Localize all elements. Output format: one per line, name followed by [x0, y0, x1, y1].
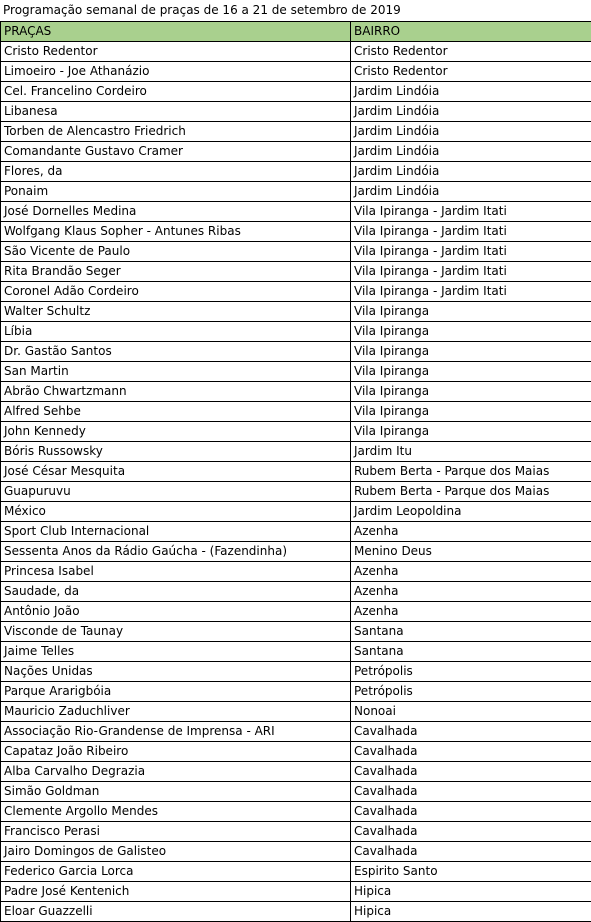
- praca-cell: Libanesa: [1, 102, 351, 122]
- praca-cell: Alfred Sehbe: [1, 402, 351, 422]
- table-row: [1, 402, 591, 422]
- praca-cell: Flores, da: [1, 162, 351, 182]
- column-header-pracas: PRAÇAS: [1, 22, 351, 42]
- praca-cell: Cel. Francelino Cordeiro: [1, 82, 351, 102]
- table-row: [1, 782, 591, 802]
- table-row: [1, 462, 591, 482]
- bairro-cell: Jardim Lindóia: [351, 162, 591, 182]
- praca-cell: Associação Rio-Grandense de Imprensa - ARI: [1, 722, 351, 742]
- bairro-cell: Espirito Santo: [351, 862, 591, 882]
- bairro-cell: Hipica: [351, 902, 591, 922]
- praca-cell: Sessenta Anos da Rádio Gaúcha - (Fazendinha): [1, 542, 351, 562]
- praca-cell: Antônio João: [1, 602, 351, 622]
- bairro-cell: Vila Ipiranga: [351, 322, 591, 342]
- praca-cell: México: [1, 502, 351, 522]
- header-row: [1, 22, 591, 42]
- bairro-cell: Vila Ipiranga: [351, 382, 591, 402]
- table-row: [1, 222, 591, 242]
- praca-cell: Clemente Argollo Mendes: [1, 802, 351, 822]
- bairro-cell: Nonoai: [351, 702, 591, 722]
- bairro-cell: Cristo Redentor: [351, 62, 591, 82]
- table-row: [1, 382, 591, 402]
- praca-cell: Torben de Alencastro Friedrich: [1, 122, 351, 142]
- table-row: [1, 62, 591, 82]
- bairro-cell: Cavalhada: [351, 822, 591, 842]
- praca-cell: Sport Club Internacional: [1, 522, 351, 542]
- bairro-cell: Vila Ipiranga: [351, 342, 591, 362]
- bairro-cell: Cristo Redentor: [351, 42, 591, 62]
- bairro-cell: Jardim Lindóia: [351, 122, 591, 142]
- bairro-cell: Jardim Itu: [351, 442, 591, 462]
- table-row: [1, 342, 591, 362]
- bairro-cell: Rubem Berta - Parque dos Maias: [351, 462, 591, 482]
- bairro-cell: Vila Ipiranga - Jardim Itati: [351, 222, 591, 242]
- table-body: [1, 42, 591, 922]
- table-row: [1, 302, 591, 322]
- bairro-cell: Jardim Lindóia: [351, 82, 591, 102]
- table-row: [1, 662, 591, 682]
- bairro-cell: Azenha: [351, 522, 591, 542]
- pracas-table: [0, 21, 591, 922]
- praca-cell: Mauricio Zaduchliver: [1, 702, 351, 722]
- table-row: [1, 862, 591, 882]
- bairro-cell: Vila Ipiranga - Jardim Itati: [351, 282, 591, 302]
- praca-cell: Guapuruvu: [1, 482, 351, 502]
- table-row: [1, 622, 591, 642]
- bairro-cell: Jardim Leopoldina: [351, 502, 591, 522]
- table-row: [1, 562, 591, 582]
- table-row: [1, 242, 591, 262]
- praca-cell: Nações Unidas: [1, 662, 351, 682]
- table-row: [1, 682, 591, 702]
- praca-cell: San Martin: [1, 362, 351, 382]
- table-row: [1, 722, 591, 742]
- bairro-cell: Petrópolis: [351, 662, 591, 682]
- bairro-cell: Azenha: [351, 562, 591, 582]
- bairro-cell: Vila Ipiranga: [351, 422, 591, 442]
- table-row: [1, 182, 591, 202]
- table-row: [1, 42, 591, 62]
- bairro-cell: Cavalhada: [351, 782, 591, 802]
- table-row: [1, 882, 591, 902]
- praca-cell: José Dornelles Medina: [1, 202, 351, 222]
- praca-cell: Limoeiro - Joe Athanázio: [1, 62, 351, 82]
- praca-cell: Rita Brandão Seger: [1, 262, 351, 282]
- bairro-cell: Cavalhada: [351, 802, 591, 822]
- table-row: [1, 122, 591, 142]
- table-row: [1, 82, 591, 102]
- table-row: [1, 422, 591, 442]
- praca-cell: Francisco Perasi: [1, 822, 351, 842]
- bairro-cell: Cavalhada: [351, 762, 591, 782]
- praca-cell: Ponaim: [1, 182, 351, 202]
- bairro-cell: Cavalhada: [351, 742, 591, 762]
- praca-cell: Comandante Gustavo Cramer: [1, 142, 351, 162]
- bairro-cell: Vila Ipiranga: [351, 302, 591, 322]
- praca-cell: Wolfgang Klaus Sopher - Antunes Ribas: [1, 222, 351, 242]
- table-row: [1, 842, 591, 862]
- bairro-cell: Vila Ipiranga - Jardim Itati: [351, 202, 591, 222]
- praca-cell: Jaime Telles: [1, 642, 351, 662]
- praca-cell: São Vicente de Paulo: [1, 242, 351, 262]
- table-row: [1, 142, 591, 162]
- table-row: [1, 442, 591, 462]
- praca-cell: Eloar Guazzelli: [1, 902, 351, 922]
- table-row: [1, 702, 591, 722]
- praca-cell: Dr. Gastão Santos: [1, 342, 351, 362]
- bairro-cell: Azenha: [351, 602, 591, 622]
- bairro-cell: Azenha: [351, 582, 591, 602]
- table-row: [1, 902, 591, 922]
- praca-cell: Abrão Chwartzmann: [1, 382, 351, 402]
- bairro-cell: Hipica: [351, 882, 591, 902]
- table-row: [1, 502, 591, 522]
- bairro-cell: Santana: [351, 642, 591, 662]
- table-row: [1, 522, 591, 542]
- table-row: [1, 362, 591, 382]
- praca-cell: John Kennedy: [1, 422, 351, 442]
- table-row: [1, 102, 591, 122]
- bairro-cell: Jardim Lindóia: [351, 142, 591, 162]
- bairro-cell: Vila Ipiranga: [351, 402, 591, 422]
- bairro-cell: Rubem Berta - Parque dos Maias: [351, 482, 591, 502]
- praca-cell: Simão Goldman: [1, 782, 351, 802]
- table-row: [1, 762, 591, 782]
- bairro-cell: Menino Deus: [351, 542, 591, 562]
- praca-cell: Saudade, da: [1, 582, 351, 602]
- table-row: [1, 202, 591, 222]
- table-row: [1, 482, 591, 502]
- praca-cell: Capataz João Ribeiro: [1, 742, 351, 762]
- sheet-title: Programação semanal de praças de 16 a 21 de setembro de 2019: [0, 0, 591, 21]
- table-row: [1, 602, 591, 622]
- table-row: [1, 822, 591, 842]
- column-header-bairro: BAIRRO: [351, 22, 591, 42]
- table-row: [1, 642, 591, 662]
- table-row: [1, 282, 591, 302]
- praca-cell: Coronel Adão Cordeiro: [1, 282, 351, 302]
- table-row: [1, 802, 591, 822]
- bairro-cell: Jardim Lindóia: [351, 102, 591, 122]
- table-row: [1, 322, 591, 342]
- bairro-cell: Cavalhada: [351, 842, 591, 862]
- praca-cell: Líbia: [1, 322, 351, 342]
- table-row: [1, 542, 591, 562]
- table-row: [1, 162, 591, 182]
- praca-cell: Cristo Redentor: [1, 42, 351, 62]
- bairro-cell: Petrópolis: [351, 682, 591, 702]
- praca-cell: Visconde de Taunay: [1, 622, 351, 642]
- bairro-cell: Vila Ipiranga: [351, 362, 591, 382]
- bairro-cell: Cavalhada: [351, 722, 591, 742]
- praca-cell: Bóris Russowsky: [1, 442, 351, 462]
- table-row: [1, 582, 591, 602]
- praca-cell: Padre José Kentenich: [1, 882, 351, 902]
- bairro-cell: Jardim Lindóia: [351, 182, 591, 202]
- bairro-cell: Vila Ipiranga - Jardim Itati: [351, 262, 591, 282]
- bairro-cell: Santana: [351, 622, 591, 642]
- table-row: [1, 742, 591, 762]
- praca-cell: Jairo Domingos de Galisteo: [1, 842, 351, 862]
- praca-cell: José César Mesquita: [1, 462, 351, 482]
- table-row: [1, 262, 591, 282]
- praca-cell: Alba Carvalho Degrazia: [1, 762, 351, 782]
- praca-cell: Federico Garcia Lorca: [1, 862, 351, 882]
- praca-cell: Parque Ararigbóia: [1, 682, 351, 702]
- bairro-cell: Vila Ipiranga - Jardim Itati: [351, 242, 591, 262]
- praca-cell: Walter Schultz: [1, 302, 351, 322]
- praca-cell: Princesa Isabel: [1, 562, 351, 582]
